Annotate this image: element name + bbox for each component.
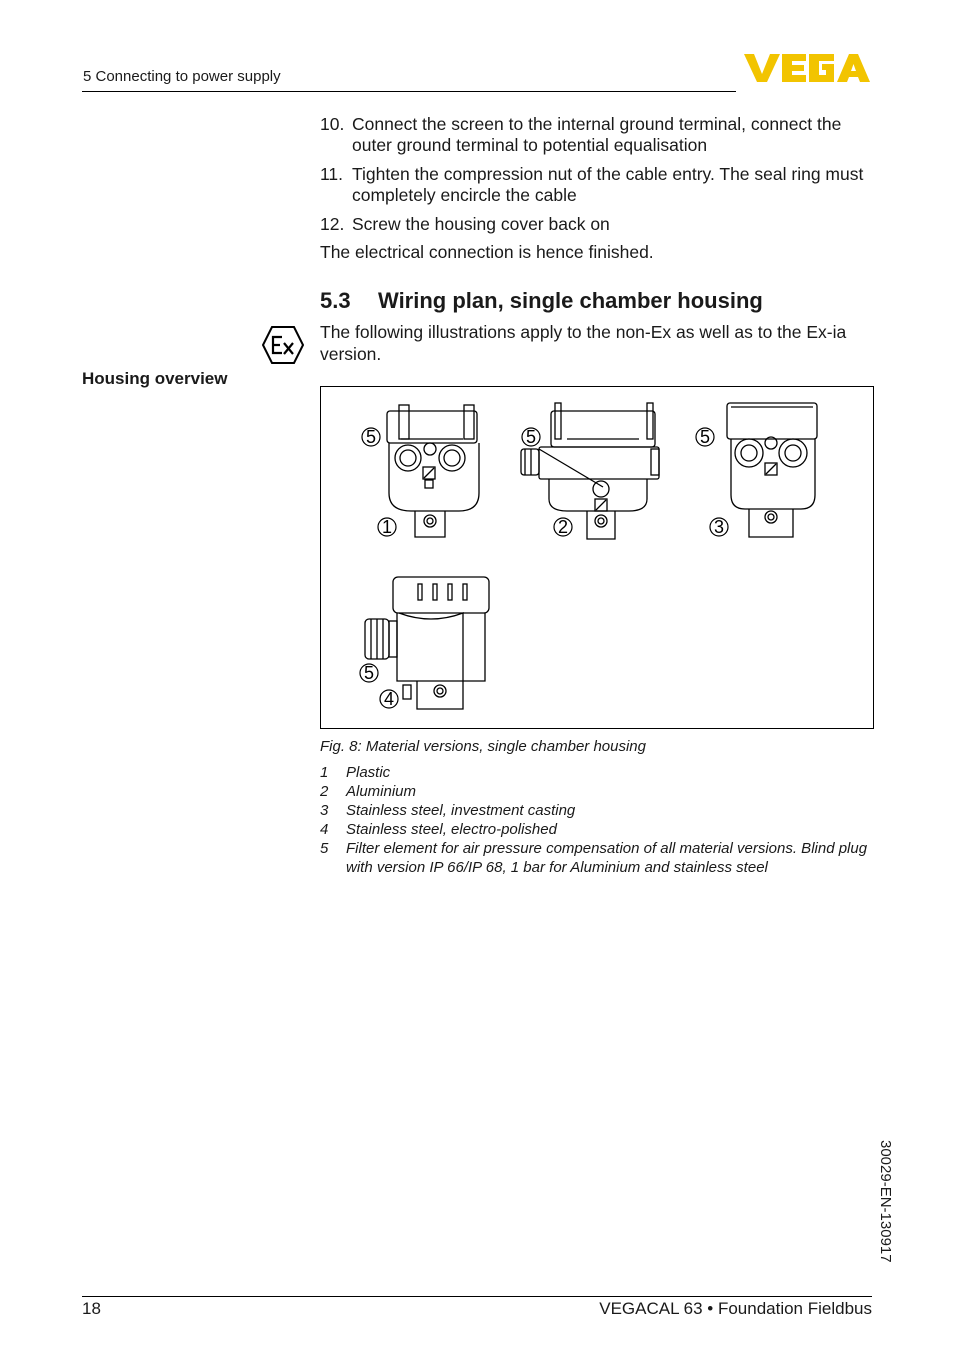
step-text: Screw the housing cover back on — [352, 214, 610, 234]
marker-1: 1 — [381, 517, 393, 537]
figure-legend — [320, 763, 880, 877]
legend-text: Filter element for air pressure compensation of all material versions. Blind plug with version IP 66/IP 68, 1 bar for Aluminium and stainless steel — [346, 840, 868, 876]
legend-number: 4 — [320, 821, 329, 838]
plastic-housing-drawing — [387, 405, 479, 537]
header-rule — [82, 91, 736, 92]
aluminium-housing-drawing — [521, 403, 659, 539]
marker-2: 2 — [557, 517, 569, 537]
step-11 — [320, 164, 880, 206]
step-text: Tighten the compression nut of the cable entry. The seal ring must completely encircle the cable — [352, 164, 864, 205]
legend-text: Stainless steel, electro-polished — [346, 821, 557, 838]
legend-number: 1 — [320, 764, 329, 781]
legend-item — [320, 782, 880, 801]
marker-4: 4 — [383, 689, 395, 709]
legend-text: Plastic — [346, 764, 391, 781]
legend-item — [320, 763, 880, 782]
marker-5: 5 — [525, 427, 537, 447]
stainless-cast-housing-drawing — [727, 403, 817, 537]
step-number: 10. — [320, 114, 345, 134]
marker-5: 5 — [699, 427, 711, 447]
section-number: 5.3 — [320, 288, 351, 313]
intro-paragraph: The following illustrations apply to the non-Ex as well as to the Ex-ia version. — [320, 322, 847, 364]
legend-number: 5 — [320, 840, 329, 857]
legend-number: 2 — [320, 783, 329, 800]
legend-text: Aluminium — [346, 783, 417, 800]
document-id: 30029-EN-130917 — [877, 1140, 894, 1263]
step-number: 12. — [320, 214, 345, 234]
legend-item — [320, 839, 880, 877]
instruction-steps — [320, 114, 880, 243]
legend-item — [320, 820, 880, 839]
legend-item — [320, 801, 880, 820]
step-text: Connect the screen to the internal ground terminal, connect the outer ground terminal to potential equalisation — [352, 114, 842, 155]
footer-rule — [82, 1296, 872, 1297]
closing-paragraph: The electrical connection is hence finished. — [320, 242, 654, 262]
section-title: Wiring plan, single chamber housing — [378, 288, 763, 313]
housing-figure — [320, 386, 874, 729]
step-10 — [320, 114, 880, 156]
footer-title: VEGACAL 63 • Foundation Fieldbus — [599, 1299, 872, 1318]
housing-drawing — [321, 387, 873, 728]
ex-explosion-protection-icon — [262, 325, 304, 365]
legend-text: Stainless steel, investment casting — [346, 802, 576, 819]
side-label: Housing overview — [82, 369, 228, 388]
step-number: 11. — [320, 164, 344, 184]
legend-number: 3 — [320, 802, 329, 819]
page-number: 18 — [82, 1299, 101, 1318]
marker-5: 5 — [365, 427, 377, 447]
step-12 — [320, 214, 880, 235]
marker-5: 5 — [363, 663, 375, 683]
marker-3: 3 — [713, 517, 725, 537]
running-header: 5 Connecting to power supply — [83, 68, 281, 85]
vega-logo — [742, 52, 872, 84]
figure-caption: Fig. 8: Material versions, single chamber housing — [320, 738, 646, 755]
section-heading — [320, 288, 763, 314]
